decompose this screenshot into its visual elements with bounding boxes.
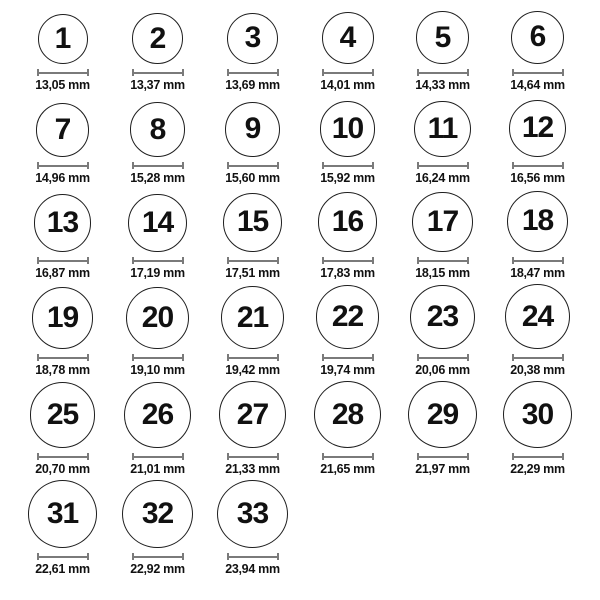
- diameter-measure-line: [227, 553, 279, 560]
- ring-row: [0, 381, 600, 480]
- ring-row: [0, 96, 600, 189]
- measure-horizontal-line: [39, 556, 87, 558]
- ring-cell: [205, 284, 300, 381]
- measure-right-tick-icon: [562, 354, 564, 361]
- ring-number: 25: [46, 398, 79, 432]
- measure-right-tick-icon: [87, 257, 89, 264]
- ring-circle: [30, 382, 96, 448]
- ring-cell: [205, 381, 300, 480]
- diameter-label: 16,56 mm: [510, 171, 565, 185]
- ring-cell: [490, 284, 585, 381]
- ring-circle: [227, 13, 278, 64]
- diameter-measure-line: [37, 354, 89, 361]
- diameter-measure-line: [37, 553, 89, 560]
- measure-right-tick-icon: [372, 257, 374, 264]
- ring-row: [0, 0, 600, 96]
- ring-circle: [217, 480, 288, 548]
- ring-circle: [416, 11, 469, 64]
- ring-cell: [395, 189, 490, 284]
- ring-circle: [126, 287, 188, 349]
- diameter-measure-line: [512, 354, 564, 361]
- measure-right-tick-icon: [277, 354, 279, 361]
- diameter-label: 17,51 mm: [225, 266, 280, 280]
- diameter-measure-line: [227, 69, 279, 76]
- diameter-measure-line: [37, 453, 89, 460]
- measure-right-tick-icon: [182, 257, 184, 264]
- ring-number: 33: [236, 497, 269, 530]
- diameter-measure-line: [417, 69, 469, 76]
- measure-right-tick-icon: [87, 453, 89, 460]
- ring-cell: [15, 96, 110, 189]
- ring-circle: [130, 102, 185, 157]
- ring-number: 32: [141, 497, 174, 530]
- measure-horizontal-line: [514, 72, 562, 74]
- ring-circle: [509, 100, 566, 157]
- ring-number: 2: [149, 21, 166, 55]
- ring-cell: [15, 0, 110, 96]
- diameter-measure-line: [37, 162, 89, 169]
- ring-cell: [110, 189, 205, 284]
- measure-right-tick-icon: [372, 162, 374, 169]
- measure-right-tick-icon: [277, 553, 279, 560]
- measure-right-tick-icon: [87, 553, 89, 560]
- diameter-measure-line: [417, 257, 469, 264]
- ring-number: 30: [521, 397, 554, 431]
- diameter-label: 21,65 mm: [320, 462, 375, 476]
- ring-number: 5: [434, 20, 451, 54]
- ring-cell: [300, 189, 395, 284]
- diameter-measure-line: [417, 162, 469, 169]
- measure-right-tick-icon: [277, 257, 279, 264]
- ring-number: 21: [236, 300, 269, 334]
- ring-circle: [128, 194, 187, 253]
- measure-horizontal-line: [39, 165, 87, 167]
- ring-row: [0, 284, 600, 381]
- ring-circle: [505, 284, 570, 349]
- diameter-label: 18,47 mm: [510, 266, 565, 280]
- measure-horizontal-line: [324, 357, 372, 359]
- ring-cell: [300, 381, 395, 480]
- ring-circle: [408, 381, 476, 448]
- diameter-label: 15,92 mm: [320, 171, 375, 185]
- ring-circle: [320, 101, 376, 157]
- measure-horizontal-line: [419, 72, 467, 74]
- ring-number: 12: [521, 111, 554, 145]
- ring-circle: [511, 11, 564, 64]
- measure-right-tick-icon: [182, 69, 184, 76]
- measure-right-tick-icon: [372, 453, 374, 460]
- measure-horizontal-line: [229, 260, 277, 262]
- ring-number: 17: [426, 204, 459, 238]
- measure-horizontal-line: [419, 165, 467, 167]
- measure-horizontal-line: [324, 456, 372, 458]
- measure-right-tick-icon: [87, 69, 89, 76]
- diameter-measure-line: [227, 257, 279, 264]
- ring-number: 16: [331, 205, 364, 239]
- ring-cell: [395, 0, 490, 96]
- ring-number: 29: [426, 397, 459, 431]
- ring-number: 22: [331, 300, 364, 334]
- measure-horizontal-line: [419, 357, 467, 359]
- ring-circle: [316, 285, 380, 349]
- ring-number: 24: [521, 299, 554, 333]
- ring-number: 23: [426, 299, 459, 333]
- diameter-measure-line: [132, 354, 184, 361]
- measure-horizontal-line: [324, 165, 372, 167]
- measure-horizontal-line: [514, 357, 562, 359]
- ring-cell: [110, 480, 205, 600]
- measure-horizontal-line: [514, 456, 562, 458]
- ring-circle: [507, 191, 568, 252]
- ring-circle: [225, 102, 280, 157]
- measure-right-tick-icon: [467, 453, 469, 460]
- diameter-label: 21,33 mm: [225, 462, 280, 476]
- measure-right-tick-icon: [277, 453, 279, 460]
- diameter-label: 21,97 mm: [415, 462, 470, 476]
- ring-circle: [314, 381, 382, 448]
- ring-number: 8: [149, 112, 166, 146]
- measure-horizontal-line: [134, 556, 182, 558]
- ring-cell: [15, 480, 110, 600]
- ring-circle: [28, 480, 98, 548]
- ring-cell: [395, 284, 490, 381]
- diameter-measure-line: [37, 257, 89, 264]
- diameter-label: 13,37 mm: [130, 78, 185, 92]
- ring-circle: [322, 12, 374, 64]
- measure-horizontal-line: [39, 456, 87, 458]
- ring-number: 11: [427, 111, 458, 145]
- diameter-measure-line: [227, 354, 279, 361]
- diameter-label: 22,92 mm: [130, 562, 185, 576]
- ring-cell: [490, 189, 585, 284]
- ring-circle: [34, 194, 92, 252]
- diameter-measure-line: [132, 69, 184, 76]
- ring-number: 13: [46, 206, 79, 240]
- ring-number: 20: [141, 300, 174, 334]
- ring-number: 10: [331, 112, 364, 146]
- ring-number: 26: [141, 397, 174, 431]
- ring-number: 1: [54, 22, 71, 55]
- ring-cell: [490, 381, 585, 480]
- ring-circle: [122, 480, 192, 548]
- ring-number: 7: [54, 113, 71, 147]
- diameter-measure-line: [322, 453, 374, 460]
- diameter-label: 20,70 mm: [35, 462, 90, 476]
- diameter-label: 16,87 mm: [35, 266, 90, 280]
- diameter-measure-line: [512, 453, 564, 460]
- measure-horizontal-line: [39, 260, 87, 262]
- ring-cell: [300, 96, 395, 189]
- ring-number: 31: [46, 497, 79, 530]
- measure-right-tick-icon: [372, 354, 374, 361]
- diameter-label: 19,10 mm: [130, 363, 185, 377]
- diameter-measure-line: [322, 69, 374, 76]
- diameter-measure-line: [512, 162, 564, 169]
- diameter-measure-line: [417, 453, 469, 460]
- diameter-measure-line: [132, 162, 184, 169]
- diameter-measure-line: [227, 453, 279, 460]
- measure-right-tick-icon: [277, 162, 279, 169]
- ring-circle: [221, 286, 284, 349]
- ring-circle: [414, 101, 471, 158]
- ring-number: 6: [529, 20, 546, 54]
- ring-cell: [490, 0, 585, 96]
- diameter-label: 14,64 mm: [510, 78, 565, 92]
- diameter-measure-line: [132, 453, 184, 460]
- measure-horizontal-line: [419, 456, 467, 458]
- measure-right-tick-icon: [467, 69, 469, 76]
- measure-right-tick-icon: [467, 354, 469, 361]
- diameter-label: 22,29 mm: [510, 462, 565, 476]
- ring-circle: [38, 14, 88, 64]
- ring-number: 4: [339, 21, 356, 54]
- diameter-label: 13,05 mm: [35, 78, 90, 92]
- measure-horizontal-line: [134, 357, 182, 359]
- diameter-label: 17,83 mm: [320, 266, 375, 280]
- ring-cell: [15, 284, 110, 381]
- ring-number: 9: [244, 112, 261, 146]
- ring-circle: [503, 381, 572, 448]
- ring-circle: [219, 381, 286, 448]
- diameter-measure-line: [512, 257, 564, 264]
- measure-horizontal-line: [134, 260, 182, 262]
- measure-right-tick-icon: [277, 69, 279, 76]
- ring-circle: [318, 192, 378, 252]
- diameter-label: 19,74 mm: [320, 363, 375, 377]
- ring-circle: [132, 13, 183, 64]
- ring-cell: [205, 96, 300, 189]
- measure-horizontal-line: [134, 165, 182, 167]
- measure-horizontal-line: [514, 260, 562, 262]
- ring-number: 3: [244, 21, 261, 55]
- measure-horizontal-line: [229, 72, 277, 74]
- ring-cell: [110, 0, 205, 96]
- diameter-label: 20,38 mm: [510, 363, 565, 377]
- measure-right-tick-icon: [562, 162, 564, 169]
- ring-number: 28: [331, 397, 364, 431]
- diameter-label: 13,69 mm: [225, 78, 280, 92]
- measure-right-tick-icon: [562, 453, 564, 460]
- ring-row: [0, 480, 600, 600]
- diameter-label: 20,06 mm: [415, 363, 470, 377]
- ring-cell: [110, 96, 205, 189]
- ring-cell: [205, 189, 300, 284]
- diameter-label: 15,28 mm: [130, 171, 185, 185]
- measure-right-tick-icon: [467, 162, 469, 169]
- ring-number: 18: [521, 204, 554, 238]
- ring-cell: [15, 189, 110, 284]
- ring-cell: [110, 284, 205, 381]
- diameter-measure-line: [417, 354, 469, 361]
- ring-number: 15: [236, 205, 269, 239]
- diameter-label: 15,60 mm: [225, 171, 280, 185]
- measure-right-tick-icon: [182, 553, 184, 560]
- measure-right-tick-icon: [182, 162, 184, 169]
- ring-cell: [300, 0, 395, 96]
- measure-right-tick-icon: [562, 69, 564, 76]
- ring-number: 27: [236, 397, 269, 431]
- diameter-measure-line: [322, 257, 374, 264]
- diameter-measure-line: [132, 257, 184, 264]
- measure-right-tick-icon: [562, 257, 564, 264]
- diameter-measure-line: [322, 162, 374, 169]
- measure-horizontal-line: [229, 556, 277, 558]
- ring-circle: [412, 192, 472, 252]
- diameter-label: 18,78 mm: [35, 363, 90, 377]
- ring-cell: [395, 96, 490, 189]
- diameter-label: 16,24 mm: [415, 171, 470, 185]
- ring-circle: [124, 382, 190, 448]
- ring-cell: [395, 381, 490, 480]
- measure-right-tick-icon: [182, 453, 184, 460]
- diameter-measure-line: [37, 69, 89, 76]
- measure-horizontal-line: [134, 456, 182, 458]
- ring-cell: [205, 480, 300, 600]
- ring-cell: [205, 0, 300, 96]
- diameter-label: 18,15 mm: [415, 266, 470, 280]
- diameter-label: 14,01 mm: [320, 78, 375, 92]
- measure-horizontal-line: [324, 72, 372, 74]
- ring-cell: [15, 381, 110, 480]
- measure-horizontal-line: [39, 357, 87, 359]
- measure-horizontal-line: [229, 165, 277, 167]
- diameter-measure-line: [132, 553, 184, 560]
- diameter-label: 23,94 mm: [225, 562, 280, 576]
- diameter-measure-line: [227, 162, 279, 169]
- measure-right-tick-icon: [467, 257, 469, 264]
- diameter-label: 17,19 mm: [130, 266, 185, 280]
- measure-right-tick-icon: [87, 354, 89, 361]
- ring-circle: [36, 103, 90, 157]
- measure-right-tick-icon: [182, 354, 184, 361]
- measure-horizontal-line: [324, 260, 372, 262]
- diameter-label: 22,61 mm: [35, 562, 90, 576]
- diameter-label: 14,96 mm: [35, 171, 90, 185]
- ring-number: 14: [141, 205, 174, 239]
- diameter-measure-line: [322, 354, 374, 361]
- ring-row: [0, 189, 600, 284]
- measure-right-tick-icon: [372, 69, 374, 76]
- measure-right-tick-icon: [87, 162, 89, 169]
- ring-number: 19: [46, 301, 79, 335]
- diameter-measure-line: [512, 69, 564, 76]
- ring-circle: [32, 287, 94, 349]
- measure-horizontal-line: [419, 260, 467, 262]
- ring-cell: [110, 381, 205, 480]
- ring-cell: [300, 284, 395, 381]
- ring-cell: [490, 96, 585, 189]
- diameter-label: 21,01 mm: [130, 462, 185, 476]
- measure-horizontal-line: [229, 456, 277, 458]
- ring-circle: [223, 193, 282, 252]
- measure-horizontal-line: [514, 165, 562, 167]
- ring-circle: [410, 285, 474, 349]
- measure-horizontal-line: [229, 357, 277, 359]
- diameter-label: 19,42 mm: [225, 363, 280, 377]
- measure-horizontal-line: [39, 72, 87, 74]
- diameter-label: 14,33 mm: [415, 78, 470, 92]
- measure-horizontal-line: [134, 72, 182, 74]
